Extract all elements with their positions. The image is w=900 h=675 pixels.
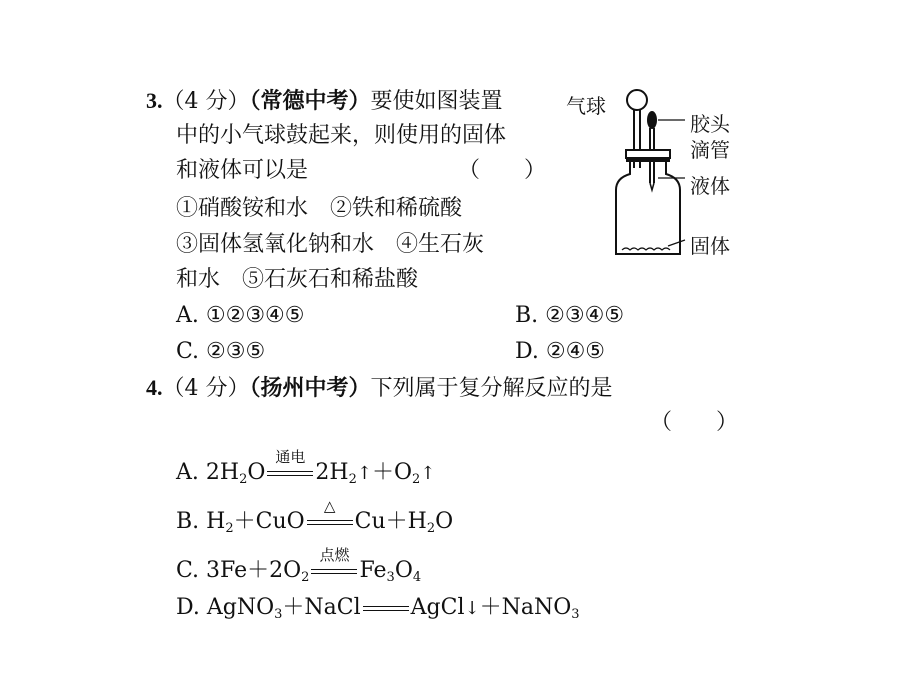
stopper [626, 150, 670, 158]
q4-c-condition: 点燃 [319, 546, 350, 564]
q3-number: 3. [146, 88, 163, 113]
q4-choice-b[interactable]: B. $H_2+CuO$ △ $Cu+H_2O$ [176, 497, 454, 536]
q4-score: （4 分） [162, 376, 250, 401]
q4-b-condition: △ [323, 497, 336, 515]
q3-choice-d[interactable]: D. ②④⑤ [515, 339, 606, 364]
q3-score: （4 分） [162, 89, 250, 114]
label-balloon: 气球 [566, 94, 606, 118]
q3-stem-2: 中的小气球鼓起来，则使用的固体 [176, 123, 507, 148]
label-dropper-2: 滴管 [690, 138, 730, 162]
q4-source: （扬州中考） [249, 375, 371, 401]
q4-number: 4. [146, 375, 163, 400]
label-liquid: 液体 [690, 174, 730, 198]
q4-a-condition: 通电 [275, 448, 306, 466]
q3-option-line-2: ③固体氢氧化钠和水 ④生石灰 [176, 232, 485, 257]
q4-choice-d-label: D. [176, 595, 207, 620]
q3-stem-1: 要使如图装置 [370, 89, 503, 114]
bottle [616, 162, 680, 254]
dropper-bulb [647, 111, 657, 129]
q4-d-equals [361, 595, 411, 621]
balloon-shape [627, 90, 647, 110]
label-solid: 固体 [690, 234, 730, 258]
q3-line1 [146, 88, 503, 115]
q4-a-equals [265, 448, 315, 486]
q4-answer-blank: （ ） [650, 410, 739, 435]
q3-option-line-3: 和水 ⑤石灰石和稀盐酸 [176, 267, 419, 292]
q4-choice-a[interactable]: A. $2H_2O$ 通电 $2H_2↑+O_2↑$ [176, 448, 436, 487]
q4-choice-c[interactable]: C. $3Fe+2O_2$ 点燃 $Fe_3O_4$ [176, 546, 422, 585]
q4-b-equals [305, 497, 355, 535]
q4-choice-a-label: A. [176, 460, 206, 485]
q3-choice-a[interactable]: A. ①②③④⑤ [176, 303, 305, 328]
q4-c-equals [309, 546, 359, 584]
q3-option-line-1: ①硝酸铵和水 ②铁和稀硫酸 [176, 196, 463, 221]
q3-choice-c[interactable]: C. ②③⑤ [176, 339, 266, 364]
q4-choice-d[interactable]: D. AgNO$_3$＋NaCl AgCl↓＋NaNO$_3$ [176, 595, 580, 622]
q3-stem-3: 和液体可以是 [176, 158, 309, 183]
q4-choice-c-label: C. [176, 558, 207, 583]
q3-choice-b[interactable]: B. ②③④⑤ [515, 303, 625, 328]
label-dropper-1: 胶头 [690, 112, 730, 136]
q4-stem: 下列属于复分解反应的是 [370, 376, 613, 401]
apparatus-diagram [560, 78, 760, 278]
q3-answer-blank: （ ） [458, 158, 547, 183]
q4-line1 [146, 375, 613, 402]
q3-source: （常德中考） [249, 88, 371, 114]
q4-choice-b-label: B. [176, 509, 207, 534]
